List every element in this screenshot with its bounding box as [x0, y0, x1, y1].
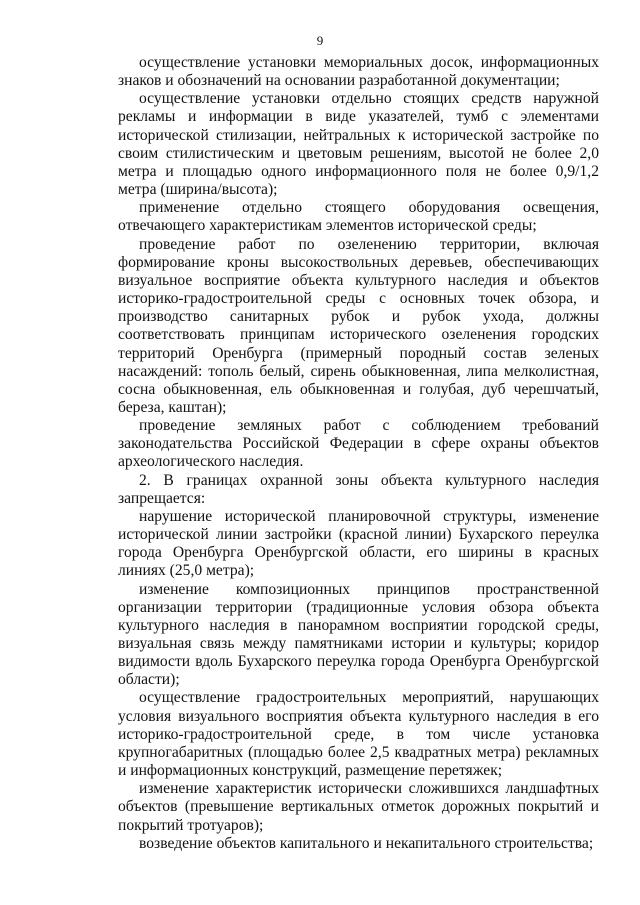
paragraph-earthworks: проведение земляных работ с соблюдением требований законодательства Российской Федерации в сфере охраны объектов археологического наследия. — [118, 417, 599, 471]
paragraph-memorial-plaques: осуществление установки мемориальных досок, информационных знаков и обозначений на основании разработанной документации; — [118, 54, 599, 90]
paragraph-construction: возведение объектов капитального и некапитального строительства; — [139, 834, 594, 852]
paragraph-lighting-equipment: применение отдельно стоящего оборудования освещения, отвечающего характеристикам элементов исторической среды; — [118, 199, 599, 235]
paragraph-urban-planning-measures: осуществление градостроительных мероприятий, нарушающих условия визуального восприятия объекта культурного наследия в его историко-градостроительной среде, в том числе установка крупногабаритных (площадью более 2,5 квадратных метра) рекламных и информационных конструкций, размещение перетяжек; — [118, 689, 599, 780]
paragraph-outdoor-advertising: осуществление установки отдельно стоящих средств наружной рекламы и информации в виде указателей, тумб с элементами исторической стилизации, нейтральных к исторической застройке по своим стилистическим и цветовым решениям, высотой не более 2,0 метра и площадью одного информационного поля не более 0,9/1,2 метра (ширина/высота); — [118, 90, 599, 199]
section-heading-prohibited: 2. В границах охранной зоны объекта культурного наследия запрещается: — [118, 471, 599, 507]
paragraph-composition-principles: изменение композиционных принципов пространственной организации территории (традиционные условия обзора объекта культурного наследия в панорамном восприятии городской среды, визуальная связь между памятниками истории и культуры; коридор видимости вдоль Бухарского переулка города Оренбурга Оренбургской области); — [118, 580, 599, 689]
document-body — [118, 54, 599, 853]
paragraph-landscape-objects: изменение характеристик исторически сложившихся ландшафтных объектов (превышение вертикальных отметок дорожных покрытий и покрытий тротуаров); — [118, 780, 599, 834]
paragraph-planning-structure: нарушение исторической планировочной структуры, изменение исторической линии застройки (красной линии) Бухарского переулка города Оренбурга Оренбургской области, его ширины в красных линиях (25,0 метра); — [118, 507, 599, 580]
page-number: 9 — [316, 33, 324, 48]
paragraph-landscaping: проведение работ по озеленению территории, включая формирование кроны высокоствольных деревьев, обеспечивающих визуальное восприятие объекта культурного наследия и объектов историко-градостроительной среды с основных точек обзора, и производство санитарных рубок и рубок ухода, должны соответствовать принципам исторического озеленения городских территорий Оренбурга (примерный породный состав зеленых насаждений: тополь белый, сирень обыкновенная, липа мелколистная, сосна обыкновенная, ель обыкновенная и голубая, дуб черешчатый, береза, каштан); — [118, 235, 599, 416]
